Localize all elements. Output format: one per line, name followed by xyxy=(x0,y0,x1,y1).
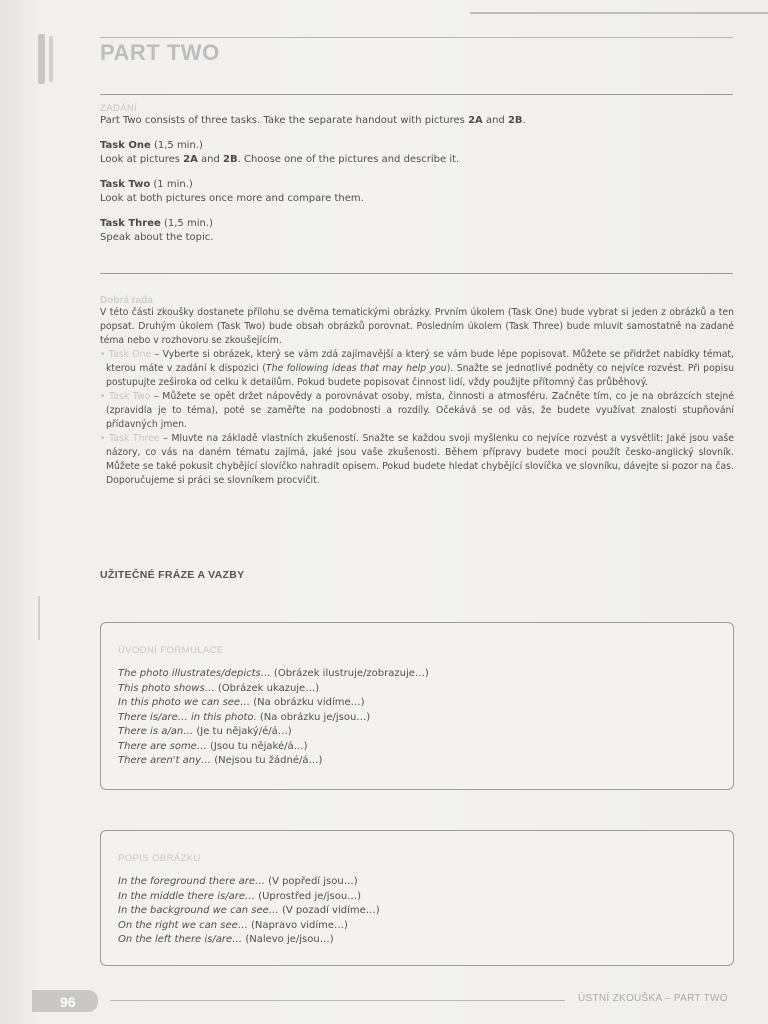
phrase-item xyxy=(118,740,429,755)
phrase-czech: (Na obrázku je/jsou…) xyxy=(256,711,371,723)
assignment-label: ZADÁNÍ xyxy=(100,103,138,114)
task-three-name: Task Three xyxy=(100,217,161,229)
assignment-intro: Part Two consists of three tasks. Take the separate handout with pictures 2A and 2B. xyxy=(100,115,526,126)
phrase-english: There aren't any… xyxy=(118,755,212,766)
phrase-item xyxy=(118,725,429,740)
phrase-english: This photo shows… xyxy=(118,682,215,694)
phrase-item xyxy=(118,933,380,948)
picture-description-box xyxy=(100,830,734,966)
running-footer-title: ÚSTNÍ ZKOUŠKA – PART TWO xyxy=(578,993,728,1004)
useful-phrases-heading: UŽITEČNÉ FRÁZE A VAZBY xyxy=(100,569,245,581)
phrase-item xyxy=(118,919,380,934)
phrase-item xyxy=(118,667,429,682)
phrase-czech: (Nejsou tu žádné/á…) xyxy=(211,755,323,766)
binding-shadow-inner xyxy=(49,36,53,82)
phrase-english: In the foreground there are… xyxy=(118,876,265,887)
phrase-czech: (Jsou tu nějaké/á…) xyxy=(206,740,308,752)
task-two-name: Task Two xyxy=(100,178,151,190)
assignment-section xyxy=(100,103,733,246)
task-one-name: Task One xyxy=(100,139,151,151)
task-one-time: (1,5 min.) xyxy=(150,139,203,151)
phrase-czech: (Je tu nějaký/é/á…) xyxy=(193,726,292,737)
phrase-czech: (V popředí jsou…) xyxy=(264,876,358,887)
phrase-czech: (Obrázek ukazuje…) xyxy=(214,682,320,694)
task-two xyxy=(100,178,733,207)
section-divider xyxy=(100,273,733,274)
phrase-english: There is/are… in this photo. xyxy=(118,711,257,723)
phrase-english: On the right we can see… xyxy=(118,919,248,931)
task-two-time: (1 min.) xyxy=(150,178,193,190)
phrase-czech: (Napravo vidíme…) xyxy=(247,919,348,931)
phrase-item xyxy=(118,875,380,890)
phrase-item xyxy=(118,890,380,905)
advice-section xyxy=(100,295,734,488)
phrase-czech: (Obrázek ilustruje/zobrazuje…) xyxy=(270,668,429,679)
advice-bullet-task-three: • Task Three – Mluvte na základě vlastních zkušeností. Snažte se každou svoji myšlenku co nejvíce rozvést a vysvětlit: Jaké jsou vaše názory, co vás na daném tématu zajímá, jaké jsou vaše zkušenosti. Během přípravy budete moci použít česko-anglický slovník. Můžete se také pokusit chybějící slovíčko nahradit opisem. Pokud budete hledat chybějící slovíčka ve slovníku, dávejte si pozor na čas. Doporučujeme si práci se slovníkem procvičit. xyxy=(100,433,734,486)
phrase-item xyxy=(118,696,429,711)
advice-intro: V této části zkoušky dostanete přílohu se dvěma tematickými obrázky. Prvním úkolem (Task One) bude vybrat si jeden z obrázků a ten popsat. Druhým úkolem (Task Two) bude obsah obrázků porovnat. Posledním úkolem (Task Three) bude mluvit samostatně na zadané téma nebo v rozhovoru se zkoušejícím. xyxy=(100,307,734,346)
advice-label: Dobrá rada xyxy=(100,295,153,306)
phrase-item xyxy=(118,711,429,726)
margin-mark xyxy=(38,596,40,640)
task-three-time: (1,5 min.) xyxy=(160,217,213,229)
phrase-czech: (Nalevo je/jsou…) xyxy=(242,934,334,945)
picture-description-list xyxy=(118,875,380,948)
task-three xyxy=(100,217,733,246)
phrase-english: There are some… xyxy=(118,740,207,752)
header-rule-bottom xyxy=(100,94,733,95)
task-two-text: Look at both pictures once more and compare them. xyxy=(100,193,364,204)
header-rule-top xyxy=(100,37,733,38)
phrase-english: There is a/an… xyxy=(118,726,194,737)
advice-bullet-task-one: • Task One – Vyberte si obrázek, který se vám zdá zajímavější a který se vám bude lépe popisovat. Můžete se přidržet nabídky témat, kterou máte v zadání k dispozici (The following ideas that may help you). Snažte se jednotlivé podněty co nejvíce rozvést. Při popisu postupujte zeširoka od celku k detailům. Pokud budete popisovat činnost lidí, vždy použijte přítomný čas průběhový. xyxy=(100,349,734,388)
phrase-english: In the background we can see… xyxy=(118,905,279,916)
binding-shadow xyxy=(38,34,45,84)
phrase-czech: (Na obrázku vidíme…) xyxy=(250,697,365,708)
page-number: 96 xyxy=(60,994,76,1010)
intro-phrases-box xyxy=(100,622,734,790)
phrase-czech: (Uprostřed je/jsou…) xyxy=(254,890,362,902)
task-one: Task One (1,5 min.) Look at pictures 2A and 2B. Choose one of the pictures and describe it. xyxy=(100,139,460,165)
picture-description-title: POPIS OBRÁZKU xyxy=(118,853,201,864)
intro-phrases-title: ÚVODNÍ FORMULACE xyxy=(118,645,224,656)
phrase-english: In the middle there is/are… xyxy=(118,890,255,902)
phrase-item xyxy=(118,754,429,769)
advice-bullet-task-two: • Task Two – Můžete se opět držet nápovědy a porovnávat osoby, místa, činnosti a atmosféru. Začněte tím, co je na obrázcích stejné (zpravidla je to téma), poté se zaměřte na podobnosti a rozdíly. Očekává se od vás, že budete využívat znalosti stupňování přídavných jmen. xyxy=(100,391,735,430)
page-title: PART TWO xyxy=(100,40,220,65)
phrase-english: On the left there is/are… xyxy=(118,934,243,945)
task-three-text: Speak about the topic. xyxy=(100,232,214,243)
intro-phrases-list xyxy=(118,667,429,769)
phrase-english: The photo illustrates/depicts… xyxy=(118,668,271,679)
phrase-item xyxy=(118,682,429,697)
footer-rule xyxy=(110,1000,565,1001)
top-edge-rule xyxy=(470,12,768,14)
phrase-item xyxy=(118,904,380,919)
phrase-english: In this photo we can see… xyxy=(118,697,251,708)
phrase-czech: (V pozadí vidíme…) xyxy=(278,905,380,916)
